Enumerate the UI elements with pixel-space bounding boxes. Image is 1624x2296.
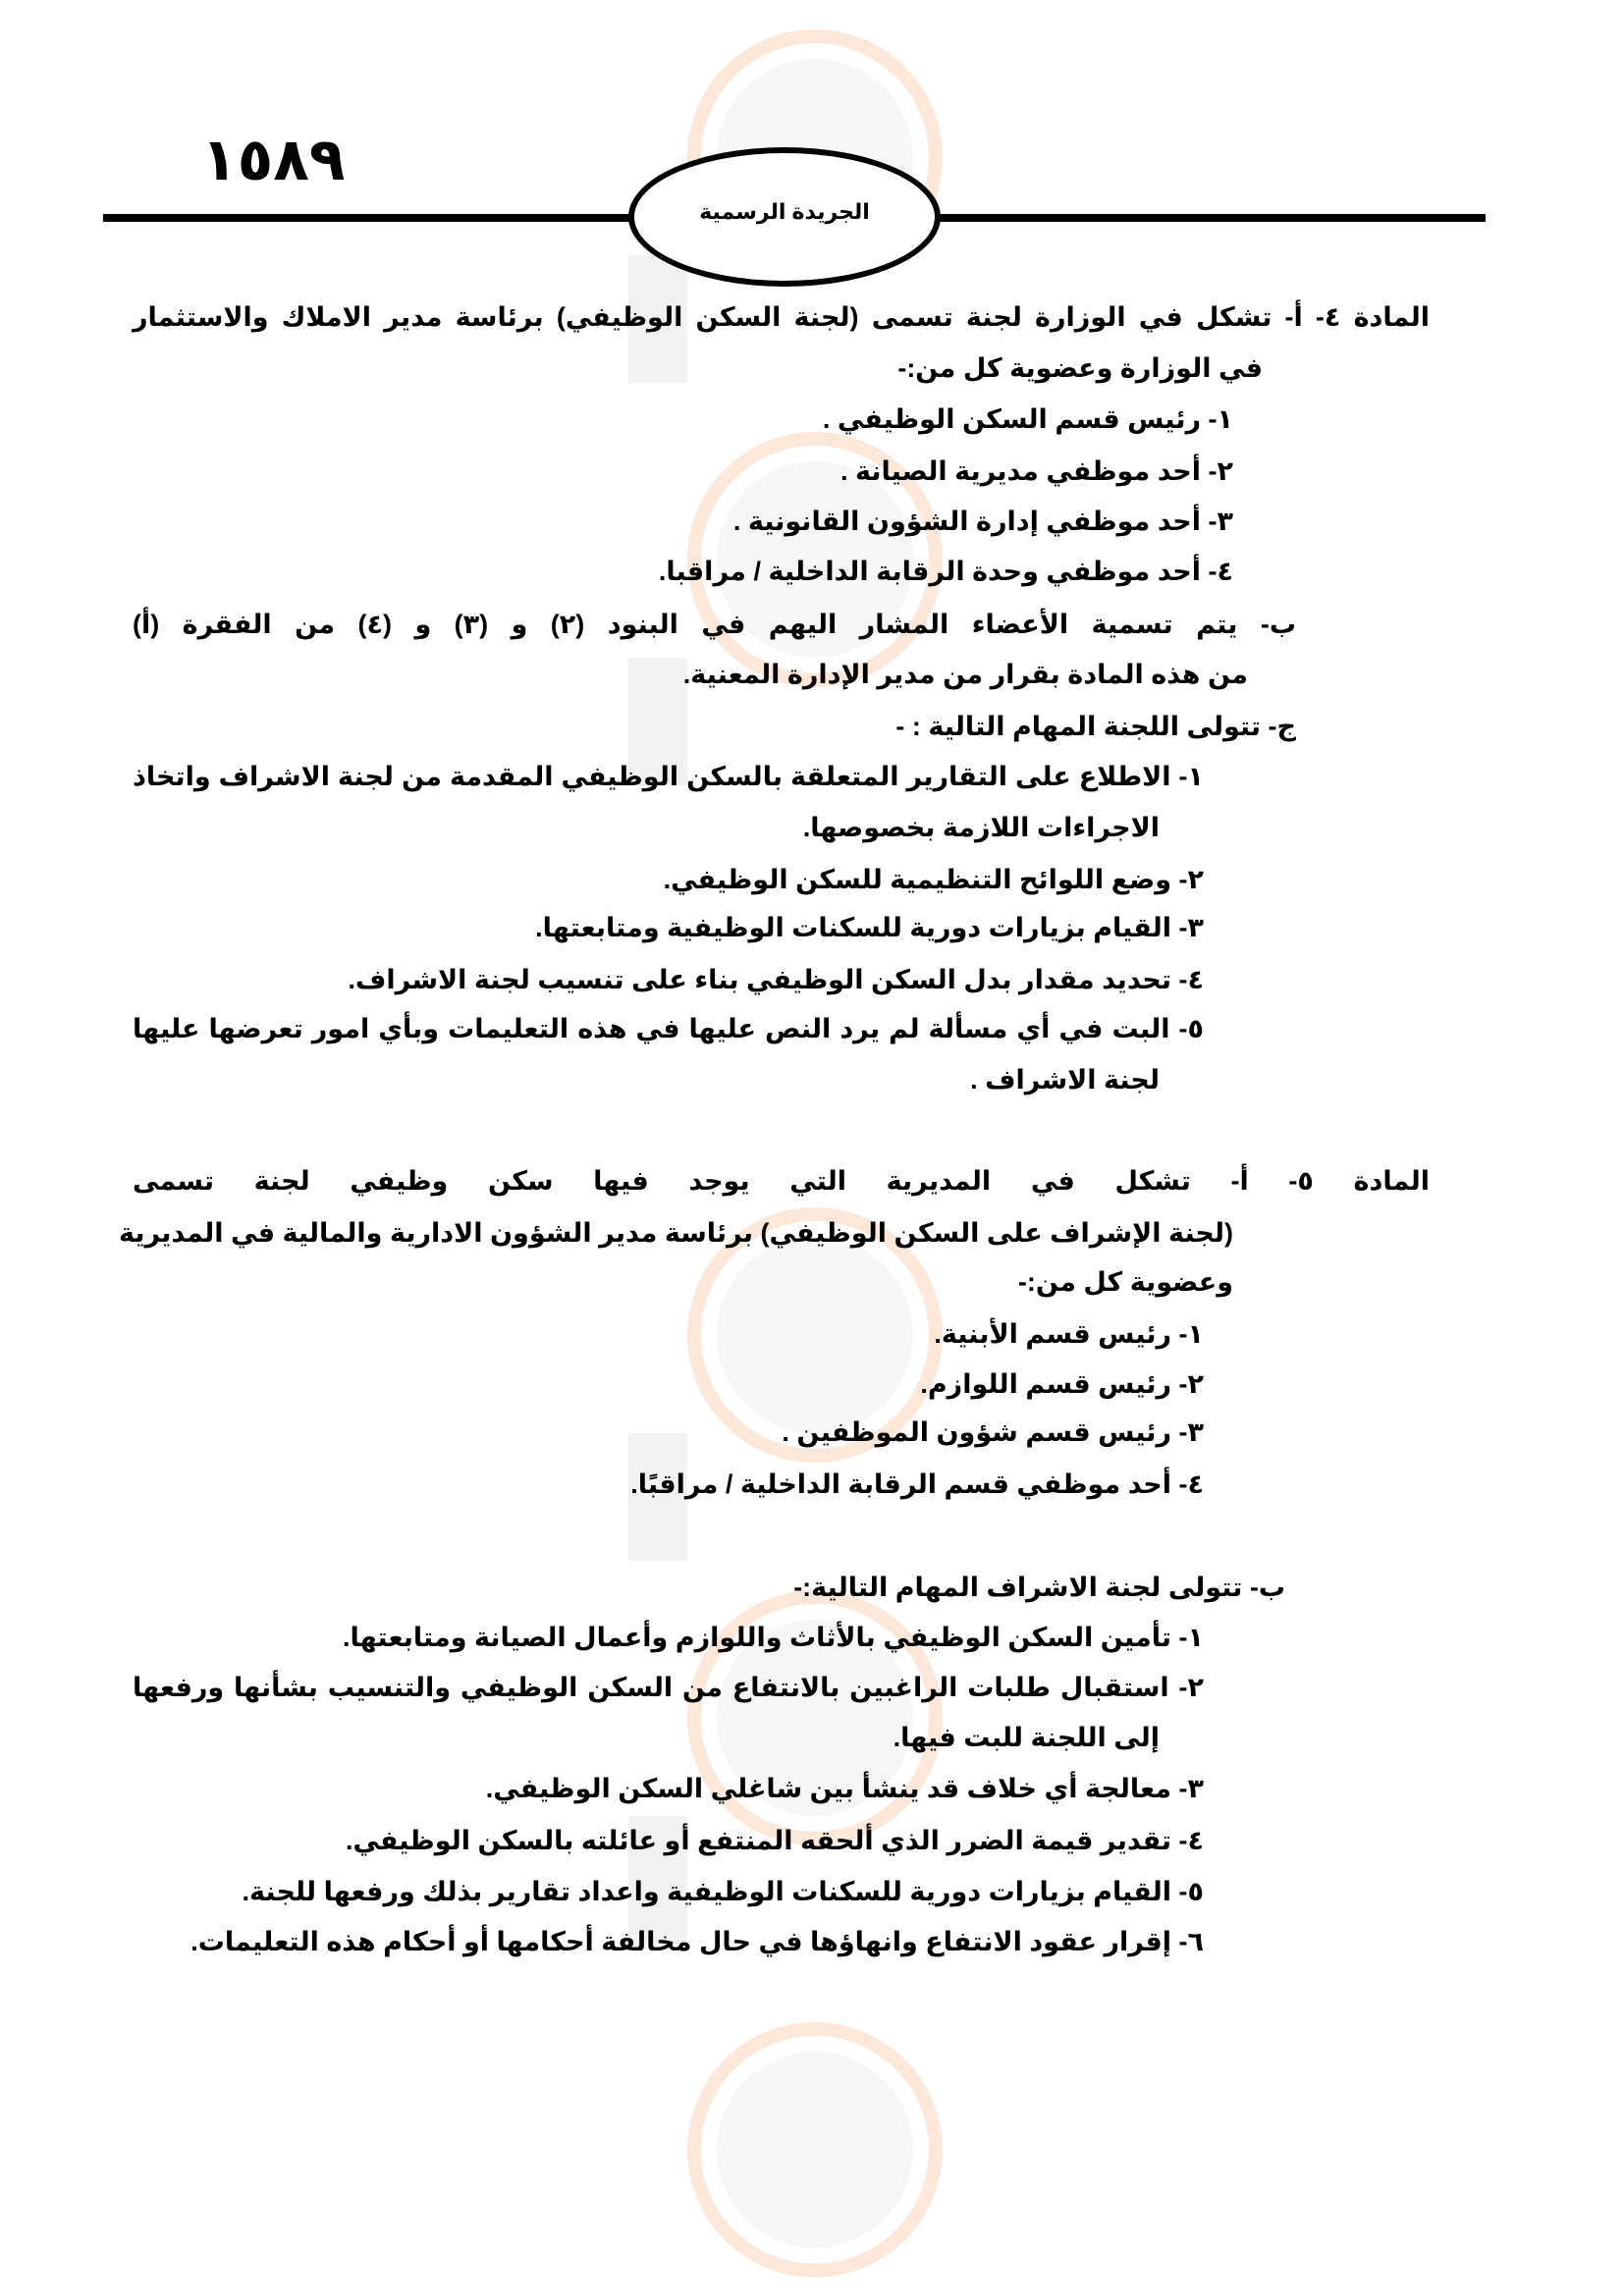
article4-clause-b: من هذه المادة بقرار من مدير الإدارة المعنية. [682,660,1248,689]
article5-intro-line: (لجنة الإشراف على السكن الوظيفي) برئاسة مدير الشؤون الادارية والمالية في المديرية [118,1218,1233,1248]
article5-member: ١- رئيس قسم الأبنية. [934,1319,1204,1349]
article4-member: ٣- أحد موظفي إدارة الشؤون القانونية . [732,507,1233,536]
article4-clause-c-heading: ج- تتولى اللجنة المهام التالية : - [895,712,1296,741]
article5-task: ٣- معالجة أي خلاف قد ينشأ بين شاغلي السكن الوظيفي. [485,1774,1204,1803]
page-number: ١٥٨٩ [201,127,346,192]
article4-task: ١- الاطلاع على التقارير المتعلقة بالسكن الوظيفي المقدمة من لجنة الاشراف واتخاذ [133,762,1204,791]
article4-intro-line: المادة ٤- أ- تشكل في الوزارة لجنة تسمى (لجنة السكن الوظيفي) برئاسة مدير الاملاك والاستثمار [133,302,1430,332]
article4-member: ٤- أحد موظفي وحدة الرقابة الداخلية / مراقبا. [658,557,1233,586]
article5-clause-b-heading: ب- تتولى لجنة الاشراف المهام التالية:- [793,1573,1285,1602]
article5-member: ٣- رئيس قسم شؤون الموظفين . [782,1417,1204,1447]
article4-task: ٤- تحديد مقدار بدل السكن الوظيفي بناء على تنسيب لجنة الاشراف. [348,965,1204,994]
article4-task: ٥- البت في أي مسألة لم يرد النص عليها في هذه التعليمات وبأي امور تعرضها عليها [133,1014,1204,1043]
article5-task: ٥- القيام بزيارات دورية للسكنات الوظيفية واعداد تقارير بذلك ورفعها للجنة. [242,1877,1204,1906]
article5-task: ٦- إقرار عقود الانتفاع وانهاؤها في حال مخالفة أحكامها أو أحكام هذه التعليمات. [190,1927,1204,1956]
clock-icon [717,2052,913,2248]
article5-task: ٢- استقبال طلبات الراغبين بالانتفاع من السكن الوظيفي والتنسيب بشأنها ورفعها [133,1673,1204,1702]
article5-member: ٢- رئيس قسم اللوازم. [920,1369,1204,1399]
article4-intro-line: في الوزارة وعضوية كل من:- [897,353,1263,383]
article5-intro-line: المادة ٥- أ- تشكل في المديرية التي يوجد فيها سكن وظيفي لجنة تسمى [133,1166,1430,1196]
article4-task: ٢- وضع اللوائح التنظيمية للسكن الوظيفي. [663,865,1204,894]
article4-task: ٣- القيام بزيارات دورية للسكنات الوظيفية ومتابعتها. [535,913,1204,942]
article5-task: ١- تأمين السكن الوظيفي بالأثاث واللوازم وأعمال الصيانة ومتابعتها. [342,1623,1204,1652]
article4-task: لجنة الاشراف . [970,1065,1160,1095]
article4-task: الاجراءات اللازمة بخصوصها. [802,813,1160,842]
article4-member: ١- رئيس قسم السكن الوظيفي . [822,404,1233,434]
watermark-logo [687,2022,943,2277]
article5-task: ٤- تقدير قيمة الضرر الذي ألحقه المنتفع أو عائلته بالسكن الوظيفي. [346,1826,1204,1855]
article5-member: ٤- أحد موظفي قسم الرقابة الداخلية / مراقبًا. [630,1469,1204,1499]
clock-icon [717,1237,913,1433]
article5-intro-line: وعضوية كل من:- [1017,1267,1233,1297]
article4-member: ٢- أحد موظفي مديرية الصيانة . [839,456,1233,486]
gazette-title-badge [628,147,941,287]
gazette-title: الجريدة الرسمية [699,199,870,224]
article4-clause-b: ب- يتم تسمية الأعضاء المشار اليهم في البنود (٢) و (٣) و (٤) من الفقرة (أ) [133,610,1296,639]
article5-task: إلى اللجنة للبت فيها. [893,1723,1160,1752]
